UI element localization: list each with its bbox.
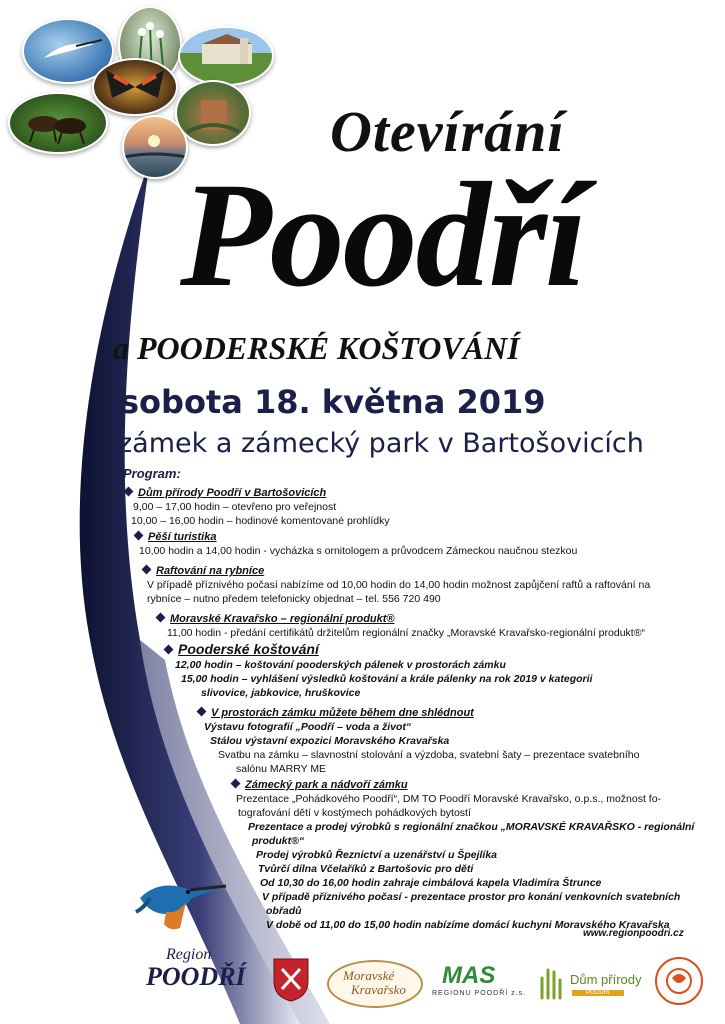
section-heading: Pooderské koštování xyxy=(178,641,319,657)
section-line: produkt®“ xyxy=(252,835,305,847)
title-poodri: Poodří xyxy=(180,152,585,318)
section-raftovani xyxy=(143,564,650,606)
section-line: V případě příznivého počasí - prezentace prostor pro konání venkovních svatebních xyxy=(262,891,681,903)
section-regionalni-produkt xyxy=(157,612,645,640)
section-line: obřadů xyxy=(266,905,302,917)
bullet-icon xyxy=(164,645,174,655)
section-line: Tvůrčí dílna Včelaříků z Bartošovic pro děti xyxy=(258,863,474,875)
section-heading: V prostorách zámku můžete během dne shlédnout xyxy=(211,707,474,719)
moravske-label: Moravské xyxy=(343,968,395,983)
program-label: Program: xyxy=(123,466,181,481)
section-line: V případě příznivého počasí nabízíme od 10,00 hodin do 14,00 hodin možnost zapůjčení raftů a raftování na xyxy=(147,579,651,591)
photo-horses xyxy=(8,92,108,154)
bullet-icon xyxy=(197,707,207,717)
section-heading: Raftování na rybníce xyxy=(156,565,265,577)
section-line: Svatbu na zámku – slavnostní stolování a výzdoba, svatební šaty – prezentace svatebního xyxy=(218,749,640,761)
dum-prirody-label: Dům přírody xyxy=(570,972,642,987)
section-line: rybníce – nutno předem telefonicky objednat – tel. 556 720 490 xyxy=(147,593,441,605)
bullet-icon xyxy=(156,613,166,623)
section-line: 10,00 hodin a 14,00 hodin - vycházka s ornitologem a průvodcem Zámeckou naučnou stezkou xyxy=(139,545,578,557)
section-line: Stálou výstavní expozici Moravského Kravařska xyxy=(210,735,450,747)
section-heading: Zámecký park a nádvoří zámku xyxy=(245,779,408,791)
section-line: Výstavu fotografií „Poodří – voda a život“ xyxy=(204,721,412,733)
section-line: V době od 11,00 do 15,00 hodin nabízíme domácí kuchyni Moravského Kravařska xyxy=(266,919,670,931)
event-date: sobota 18. května 2019 xyxy=(120,383,546,421)
section-zamecky-park xyxy=(232,778,694,932)
mas-label: MAS xyxy=(442,962,496,989)
section-line: 10,00 – 16,00 hodin – hodinové komentované prohlídky xyxy=(131,515,390,527)
website-link[interactable]: www.regionpoodri.cz xyxy=(583,928,684,939)
bullet-icon xyxy=(124,487,134,497)
section-line: tografování dětí v kostýmech pohádkových bytostí xyxy=(238,807,471,819)
section-prostory-zamku xyxy=(198,706,639,776)
section-line: salónu MARRY ME xyxy=(236,763,327,775)
hand-leaf-icon xyxy=(536,964,566,1000)
section-heading: Dům přírody Poodří v Bartošovicích xyxy=(138,487,327,499)
kingfisher-icon xyxy=(130,868,230,938)
photo-garden xyxy=(175,80,251,146)
moravske-kravarsko-logo xyxy=(327,960,423,1008)
mas-sub-label: REGIONU POODŘÍ z.s. xyxy=(432,990,527,997)
section-line: Prezentace a prodej výrobků s regionální značkou „MORAVSKÉ KRAVAŘSKO - regionální xyxy=(248,821,695,833)
section-line: 11,00 hodin - předání certifikátů držitelům regionální značky „Moravské Kravařsko-regionální produkt®“ xyxy=(167,627,645,639)
subtitle-kostovani: a POODERSKÉ KOŠTOVÁNÍ xyxy=(113,330,520,366)
kravarsko-label: Kravařsko xyxy=(351,982,406,997)
mas-logo xyxy=(432,962,527,1004)
photo-sunset xyxy=(122,115,188,179)
bullet-icon xyxy=(142,565,152,575)
section-line: 12,00 hodin – koštování pooderských pálenek v prostorách zámku xyxy=(175,659,506,671)
section-line: 15,00 hodin – vyhlášení výsledků koštování a krále pálenky na rok 2019 v kategorii xyxy=(181,673,593,685)
round-seal-icon xyxy=(654,956,704,1006)
section-line: 9,00 – 17,00 hodin – otevřeno pro veřejnost xyxy=(133,501,337,513)
section-line: Prezentace „Pohádkového Poodří“, DM TO Poodří Moravské Kravařsko, o.p.s., možnost fo- xyxy=(236,793,662,805)
dum-sub-label: POODŘÍ xyxy=(572,990,624,996)
section-kostovani xyxy=(165,642,592,700)
event-place: zámek a zámecký park v Bartošovicích xyxy=(118,428,644,459)
section-heading: Pěší turistika xyxy=(148,531,217,543)
section-heading: Moravské Kravařsko – regionální produkt® xyxy=(170,613,395,625)
bullet-icon xyxy=(231,779,241,789)
photo-chateau xyxy=(178,26,274,86)
dum-prirody-logo xyxy=(536,964,648,1004)
photo-butterfly xyxy=(92,58,178,116)
section-pesi-turistika xyxy=(135,530,577,558)
section-line: Prodej výrobků Řeznictví a uzenářství u Špejlíka xyxy=(256,849,497,861)
poodri-label: POODŘÍ xyxy=(146,962,246,991)
title-otevirani: Otevírání xyxy=(330,99,565,164)
region-label: Region xyxy=(166,946,212,963)
bullet-icon xyxy=(134,531,144,541)
coat-of-arms-icon xyxy=(272,957,310,1003)
section-line: slivovice, jabkovice, hruškovice xyxy=(201,687,361,699)
section-dum-prirody xyxy=(125,486,390,528)
section-line: Od 10,30 do 16,00 hodin zahraje cimbálová kapela Vladimíra Štrunce xyxy=(260,877,602,889)
region-poodri-logo xyxy=(140,940,246,1006)
